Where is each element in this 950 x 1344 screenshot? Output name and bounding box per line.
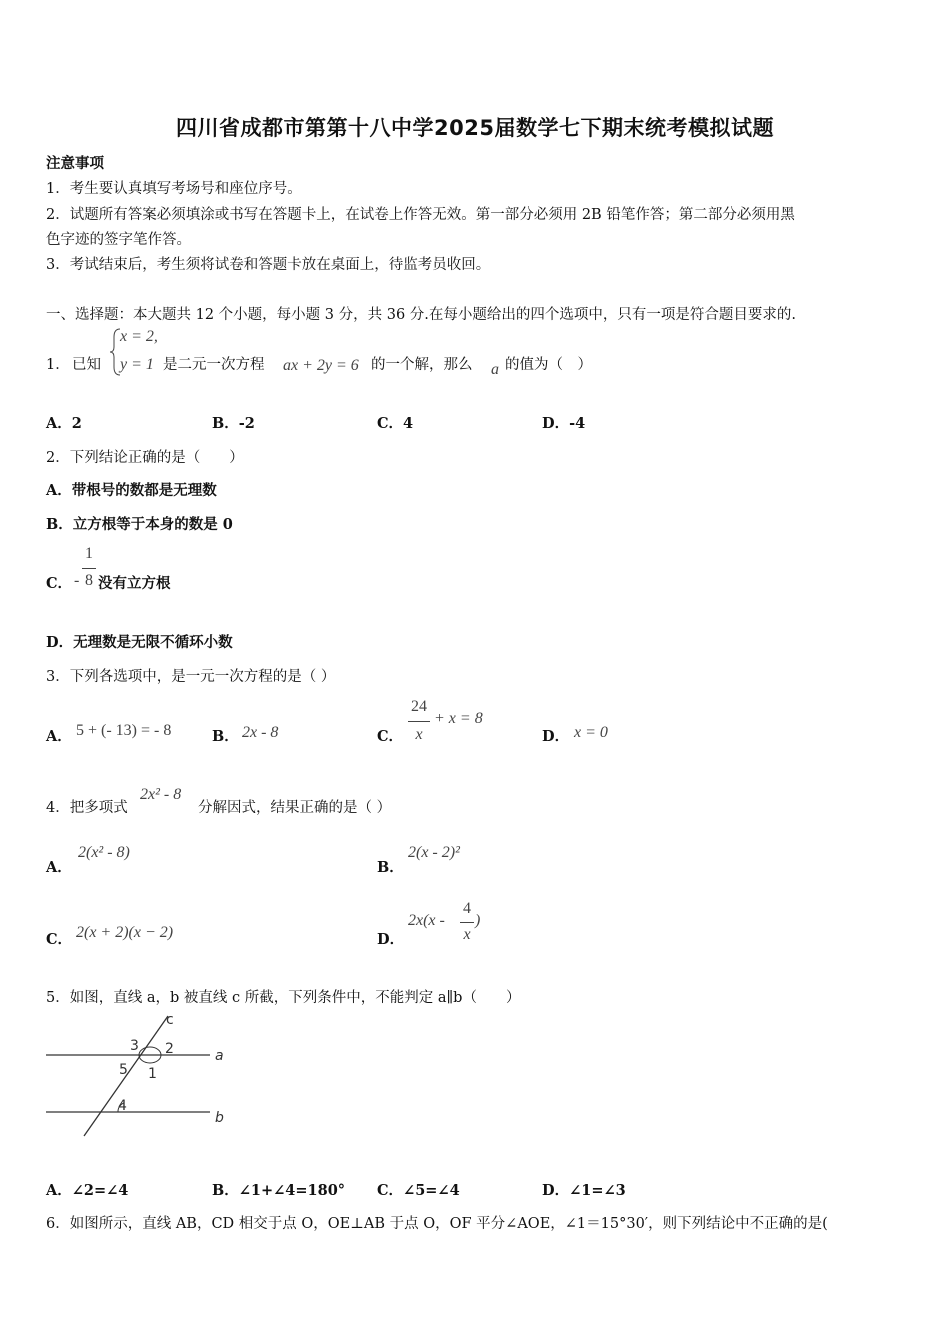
fraction-bar <box>460 922 474 923</box>
fraction-denominator: x <box>415 726 423 743</box>
label-angle-5: 5 <box>119 1062 128 1078</box>
notice-item: 色字迹的签字笔作答。 <box>46 232 191 248</box>
option-b-label: B． <box>377 859 404 876</box>
option-a-label: A． <box>46 728 72 745</box>
option-a-expr: 2(x² - 8) <box>78 844 130 861</box>
question-text: 3．下列各选项中，是一元一次方程的是（ ） <box>46 669 336 685</box>
option-c-label: C． <box>377 728 404 745</box>
fraction-bar <box>82 568 96 569</box>
option-d-expr: x = 0 <box>574 724 608 741</box>
option-a: A．2 <box>46 415 82 432</box>
option-c: C．4 <box>377 415 414 432</box>
minus-sign: - <box>74 572 80 589</box>
option-a-label: A． <box>46 859 72 876</box>
option-b: B．立方根等于本身的数是 0 <box>46 516 233 533</box>
question-number: 1． <box>46 357 70 373</box>
parallel-lines-figure <box>40 1010 240 1140</box>
option-a: A．带根号的数都是无理数 <box>46 482 217 499</box>
page-title: 四川省成都市第第十八中学2025届数学七下期末统考模拟试题 <box>176 116 774 140</box>
option-b: B．∠1+∠4=180° <box>212 1182 346 1199</box>
section-heading: 一、选择题：本大题共 12 个小题，每小题 3 分，共 36 分.在每小题给出的四个选项中，只有一项是符合题目要求的. <box>46 307 796 323</box>
question-text: 的值为（ ） <box>505 357 592 373</box>
option-c-expr: + x = 8 <box>434 710 483 727</box>
label-b: b <box>215 1110 224 1126</box>
option-b-expr: 2x - 8 <box>242 724 279 741</box>
option-d: D．无理数是无限不循环小数 <box>46 634 233 651</box>
fraction-denominator: 8 <box>85 572 93 589</box>
question-text: 已知 <box>72 357 101 373</box>
option-b-label: B． <box>212 728 239 745</box>
option-a: A．∠2=∠4 <box>46 1182 129 1199</box>
option-a-expr: 5 + (- 13) = - 8 <box>76 722 172 739</box>
polynomial: 2x² - 8 <box>140 786 182 803</box>
equation-line: y = 1 <box>120 356 154 373</box>
fraction-bar <box>408 721 430 722</box>
notice-heading: 注意事项 <box>46 155 104 172</box>
label-angle-1: 1 <box>148 1066 157 1082</box>
question-6: 6．如图所示，直线 AB，CD 相交于点 O，OE⊥AB 于点 O，OF 平分∠AOE，∠1＝15°30′，则下列结论中不正确的是( <box>46 1216 828 1232</box>
variable: a <box>491 361 499 378</box>
question-text: 2．下列结论正确的是（ ） <box>46 450 244 466</box>
question-text: 5．如图，直线 a，b 被直线 c 所截，下列条件中，不能判定 a∥b（ ） <box>46 990 521 1006</box>
equation: ax + 2y = 6 <box>283 357 359 374</box>
option-d-label: D． <box>377 931 405 948</box>
fraction-numerator: 24 <box>411 698 427 715</box>
question-text: 的一个解，那么 <box>371 357 473 373</box>
label-angle-3: 3 <box>130 1038 139 1054</box>
equation-line: x = 2, <box>120 328 158 345</box>
notice-item: 2．试题所有答案必须填涂或书写在答题卡上，在试卷上作答无效。第一部分必须用 2B 铅笔作答；第二部分必须用黑 <box>46 207 795 223</box>
option-c: C．∠5=∠4 <box>377 1182 460 1199</box>
option-c-label: C． <box>46 575 73 592</box>
option-d-label: D． <box>542 728 570 745</box>
option-b: B．-2 <box>212 415 255 432</box>
label-angle-2: 2 <box>165 1041 174 1057</box>
fraction-numerator: 1 <box>85 545 93 562</box>
question-text: 4．把多项式 <box>46 800 128 816</box>
option-c-label: C． <box>46 931 73 948</box>
option-d: D．∠1=∠3 <box>542 1182 626 1199</box>
notice-item: 3．考试结束后，考生须将试卷和答题卡放在桌面上，待监考员收回。 <box>46 257 491 273</box>
question-text: 是二元一次方程 <box>163 357 265 373</box>
label-angle-4: 4 <box>118 1098 127 1114</box>
notice-item: 1．考生要认真填写考场号和座位序号。 <box>46 181 302 197</box>
option-b-expr: 2(x - 2)² <box>408 844 460 861</box>
closing-paren: ) <box>475 912 481 929</box>
option-c-expr: 2(x + 2)(x − 2) <box>76 924 174 941</box>
fraction-numerator: 4 <box>463 900 471 917</box>
option-d-expr: 2x(x - <box>408 912 445 929</box>
option-d: D．-4 <box>542 415 586 432</box>
option-c-text: 没有立方根 <box>98 575 171 592</box>
label-c: c <box>166 1012 174 1028</box>
question-text: 分解因式，结果正确的是（ ） <box>198 800 392 816</box>
fraction-denominator: x <box>463 926 471 943</box>
label-a: a <box>215 1048 224 1064</box>
